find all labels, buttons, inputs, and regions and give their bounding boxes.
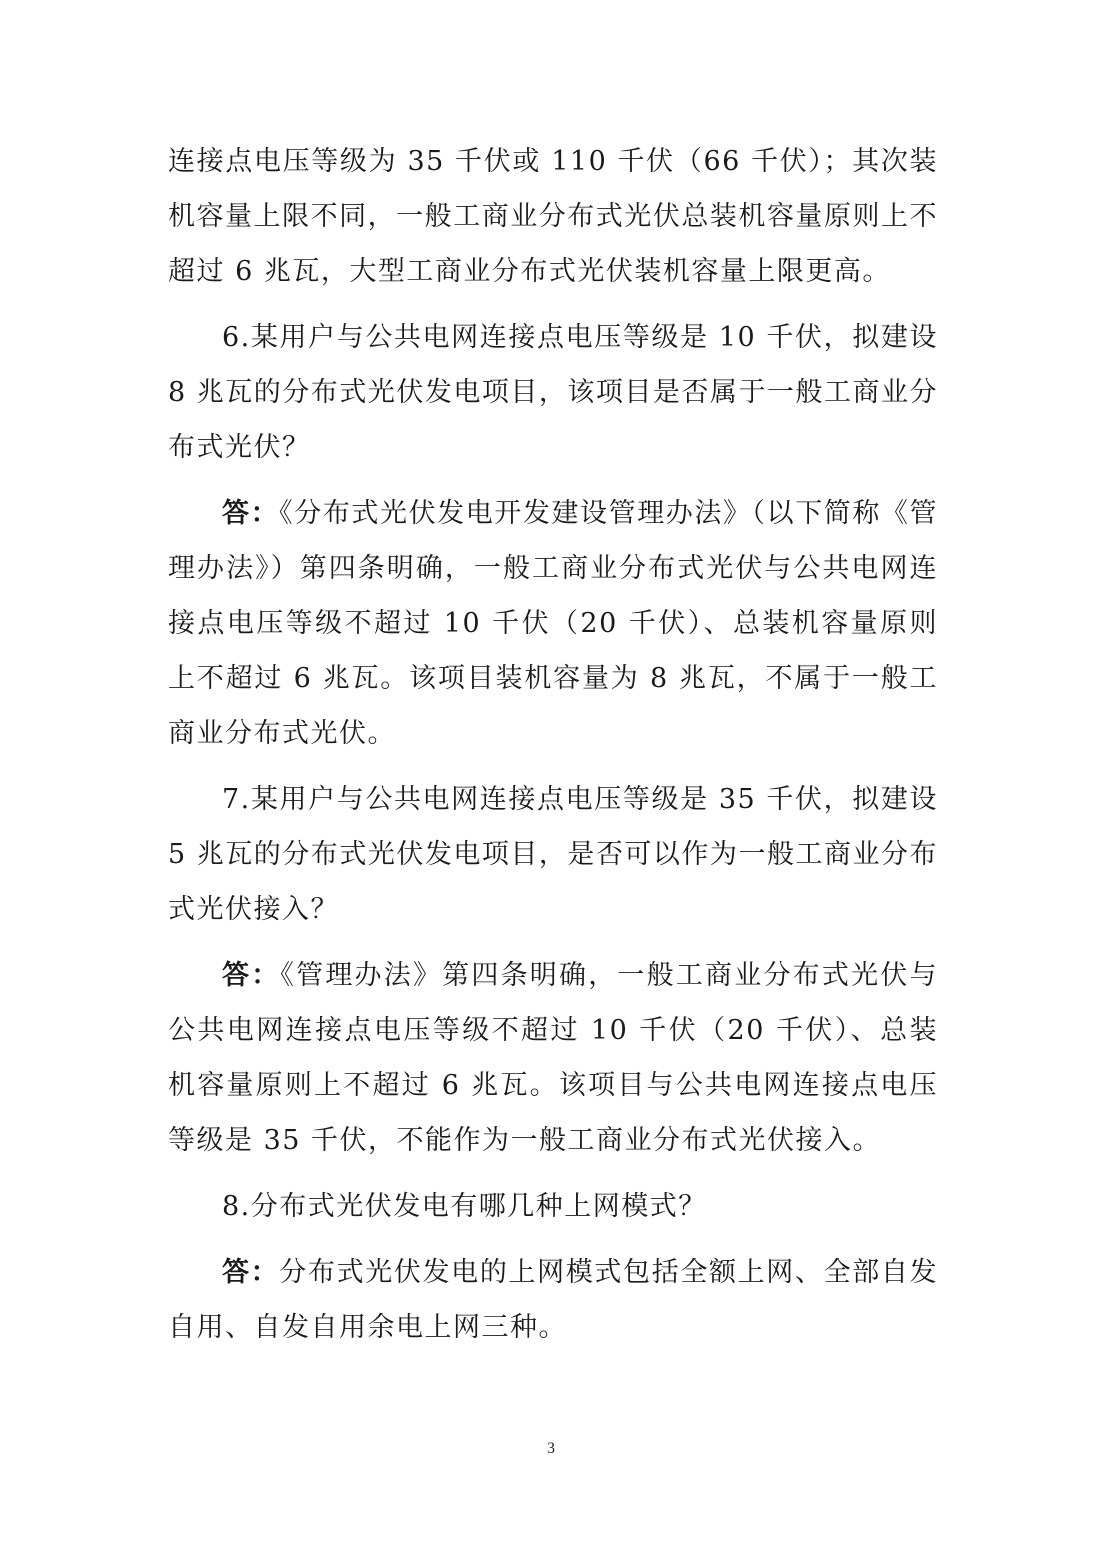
answer-label: 答： xyxy=(222,498,280,529)
question-7 xyxy=(168,772,938,937)
question-6 xyxy=(168,310,938,475)
answer-text: 分布式光伏发电的上网模式包括全额上网、全部自发自用、自发自用余电上网三种。 xyxy=(168,1257,939,1343)
question-8 xyxy=(168,1179,938,1234)
question-text: 8.分布式光伏发电有哪几种上网模式？ xyxy=(222,1191,707,1222)
answer-text: 《分布式光伏发电开发建设管理办法》（以下简称《管理办法》）第四条明确，一般工商业分布式光伏与公共电网连接点电压等级不超过 10 千伏（20 千伏）、总装机容量原则上不超过 6 兆瓦。该项目装机容量为 8 兆瓦，不属于一般工商业分布式光伏。 xyxy=(168,498,939,749)
document-body xyxy=(168,134,938,1366)
answer-label: 答： xyxy=(222,960,281,991)
answer-8 xyxy=(168,1245,938,1355)
answer-7 xyxy=(168,948,938,1168)
question-text: 7.某用户与公共电网连接点电压等级是 35 千伏，拟建设 5 兆瓦的分布式光伏发电项目，是否可以作为一般工商业分布式光伏接入？ xyxy=(168,784,938,925)
question-text: 6.某用户与公共电网连接点电压等级是 10 千伏，拟建设 8 兆瓦的分布式光伏发电项目，该项目是否属于一般工商业分布式光伏？ xyxy=(168,322,938,463)
answer-label: 答： xyxy=(222,1257,280,1288)
continuation-paragraph xyxy=(168,134,938,299)
answer-6 xyxy=(168,486,938,761)
paragraph-text: 连接点电压等级为 35 千伏或 110 千伏（66 千伏）；其次装机容量上限不同，一般工商业分布式光伏总装机容量原则上不超过 6 兆瓦，大型工商业分布式光伏装机容量上限更高。 xyxy=(168,146,938,287)
page-number: 3 xyxy=(547,1440,555,1457)
answer-text: 《管理办法》第四条明确，一般工商业分布式光伏与公共电网连接点电压等级不超过 10 千伏（20 千伏）、总装机容量原则上不超过 6 兆瓦。该项目与公共电网连接点电压等级是 35 千伏，不能作为一般工商业分布式光伏接入。 xyxy=(168,960,939,1156)
